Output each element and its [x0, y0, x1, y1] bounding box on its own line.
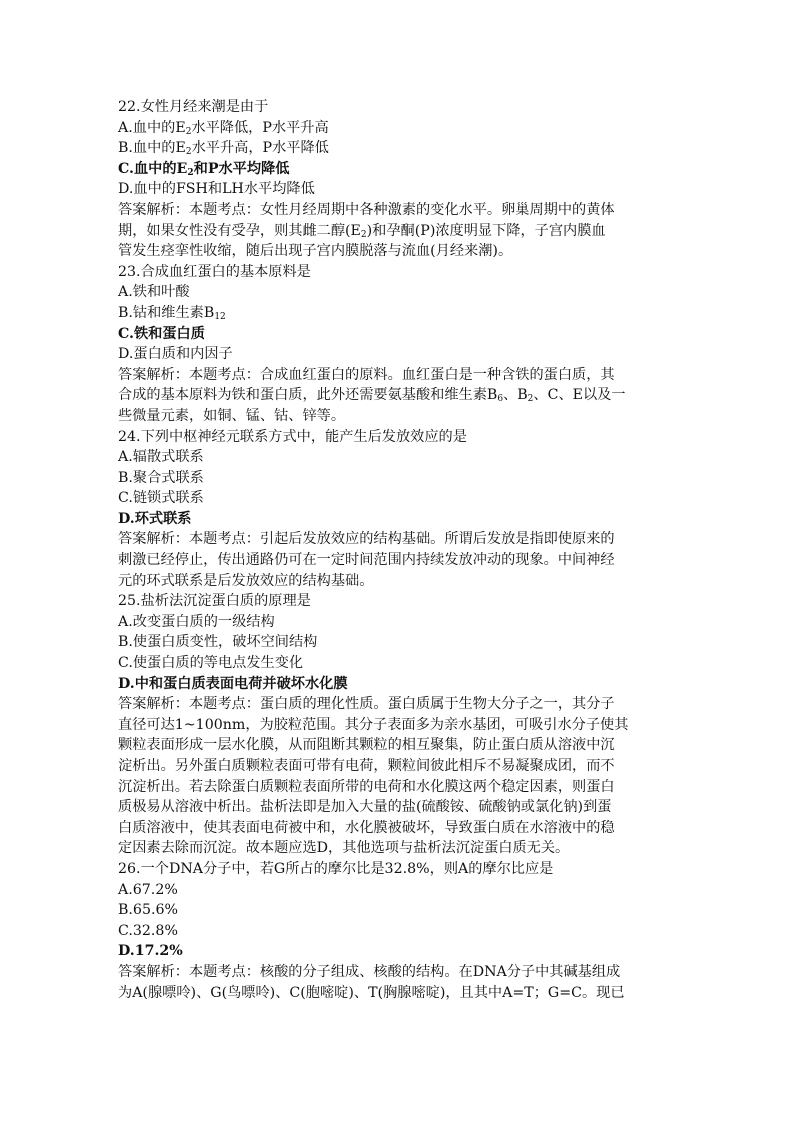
question-22-stem: 22.女性月经来潮是由于	[118, 99, 269, 115]
question-25-answer-option-d: D.中和蛋白质表面电荷并破坏水化膜	[118, 675, 348, 692]
question-26-answer-option-d: D.17.2%	[118, 943, 183, 960]
question-23-option-d: D.蛋白质和内因子	[118, 346, 233, 363]
question-25-option-b: B.使蛋白质变性，破坏空间结构	[118, 634, 318, 651]
question-22-explanation: 答案解析：本题考点：女性月经周期中各种激素的变化水平。卵巢周期中的黄体 期，如果女性没有受孕，则其雌二醇$(E_2)$和孕酮(P)浓度明显下降，子宫内膜血 管发生痉挛性收缩，随后出现子宫内膜脱落与流血(月经来潮)。	[118, 201, 615, 260]
question-24-option-b: B.聚合式联系	[118, 469, 204, 486]
question-25-option-a: A.改变蛋白质的一级结构	[118, 613, 275, 630]
question-23-explanation: 答案解析：本题考点：合成血红蛋白的原料。血红蛋白是一种含铁的蛋白质，其 合成的基本原料为铁和蛋白质，此外还需要氨基酸和维生素$B_6$、$B_2$、C、E以及一 些微量元素，如铜、锰、钴、锌等。	[118, 366, 626, 424]
question-23-stem: 23.合成血红蛋白的基本原料是	[118, 263, 311, 280]
question-26-stem: 26.一个DNA分子中，若G所占的摩尔比是32.8%，则A的摩尔比应是	[118, 860, 554, 877]
question-22-answer-option-c: C.血中的$E_2$和P水平均降低	[118, 160, 290, 178]
question-25-stem: 25.盐析法沉淀蛋白质的原理是	[118, 593, 311, 610]
question-25-explanation: 答案解析：本题考点：蛋白质的理化性质。蛋白质属于生物大分子之一，其分子 直径可达1~100nm，为胶粒范围。其分子表面多为亲水基团，可吸引水分子使其 颗粒表面形成一层水化膜，从而阻断其颗粒的相互聚集，防止蛋白质从溶液中沉 淀析出。另外蛋白质颗粒表面可带有电荷，颗粒间彼此相斥不易凝聚成团，而不 沉淀析出。若去除蛋白质颗粒表面所带的电荷和水化膜这两个稳定因素，则蛋白 质极易从溶液中析出。盐析法即是加入大量的盐(硫酸铵、硫酸钠或氯化钠)到蛋 白质溶液中，使其表面电荷被中和，水化膜被破坏，导致蛋白质在水溶液中的稳 定因素去除而沉淀。故本题应选D，其他选项与盐析法沉淀蛋白质无关。	[118, 696, 629, 857]
question-22-option-d: D.血中的FSH和LH水平均降低	[118, 181, 315, 198]
question-26-option-a: A.67.2%	[118, 881, 178, 898]
question-26-option-b: B.65.6%	[118, 902, 179, 919]
question-23-option-b: B.钴和维生素$B_{12}$	[118, 304, 226, 322]
question-26-option-c: C.32.8%	[118, 922, 178, 939]
question-24-option-a: A.辐散式联系	[118, 449, 204, 466]
question-23-answer-option-c: C.铁和蛋白质	[118, 325, 205, 342]
question-25-option-c: C.使蛋白质的等电点发生变化	[118, 655, 304, 672]
question-22-option-a: A.血中的$E_2$水平降低，P水平升高	[118, 119, 329, 137]
question-24-explanation: 答案解析：本题考点：引起后发放效应的结构基础。所谓后发放是指即使原来的 刺激已经停止，传出通路仍可在一定时间范围内持续发放冲动的现象。中间神经 元的环式联系是后发放效应的结构基础。	[118, 531, 615, 589]
question-26-explanation: 答案解析：本题考点：核酸的分子组成、核酸的结构。在DNA分子中其碱基组成 为A(腺嘌呤)、G(鸟嘌呤)、C(胞嘧啶)、T(胸腺嘧啶)，且其中A=T；G=C。现已	[118, 963, 625, 1001]
question-24-stem: 24.下列中枢神经元联系方式中，能产生后发放效应的是	[118, 428, 467, 445]
question-23-option-a: A.铁和叶酸	[118, 284, 190, 301]
document-page	[118, 97, 678, 1003]
question-22-option-b: B.血中的$E_2$水平升高，P水平降低	[118, 140, 329, 158]
question-24-option-c: C.链锁式联系	[118, 490, 204, 507]
question-24-answer-option-d: D.环式联系	[118, 510, 192, 527]
